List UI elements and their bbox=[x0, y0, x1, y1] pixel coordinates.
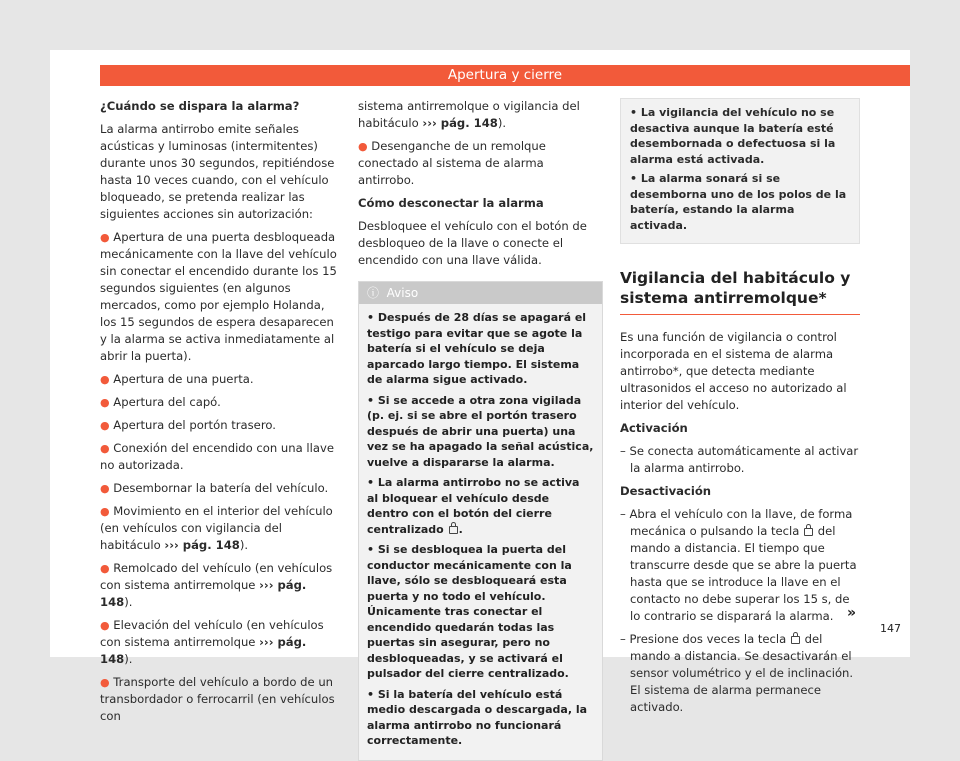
subsection-title: Cómo desconectar la alarma bbox=[358, 196, 544, 210]
page-link[interactable]: ››› pág. 148 bbox=[164, 538, 240, 552]
notice-item-text: La alarma sonará si se desemborna uno de los polos de la batería, estando la alarma activada. bbox=[630, 172, 847, 232]
lock-icon bbox=[449, 526, 458, 534]
title-divider bbox=[620, 314, 860, 315]
page-link[interactable]: ››› pág. 148 bbox=[100, 635, 307, 666]
chapter-header: Apertura y cierre bbox=[100, 65, 910, 86]
dash-item: – Presione dos veces la tecla del mando a distancia. Se desactivarán el sensor volumétrico y el de inclinación. El sistema de alarma permanece activado. bbox=[620, 632, 854, 714]
page-link[interactable]: ››› pág. 148 bbox=[422, 116, 498, 130]
bullet-icon: ● bbox=[100, 442, 110, 455]
list-item: ● Movimiento en el interior del vehículo (en vehículos con vigilancia del habitáculo ››› pág. 148). bbox=[100, 504, 333, 552]
notice-header bbox=[359, 282, 602, 304]
bullet-icon: ● bbox=[100, 419, 110, 432]
notice-item: • Si se desbloquea la puerta del conductor mecánicamente con la llave, sólo se desbloqueará esta puerta y no todo el vehículo. Únicamente tras conectar el encendido quedarán todas las puertas sin asegurar, pero no desbloqueadas, y se activará el pulsador del cierre centralizado. bbox=[367, 543, 572, 680]
list-item-text: Desembornar la batería del vehículo. bbox=[113, 481, 329, 495]
list-item-text: Conexión del encendido con una llave no autorizada. bbox=[100, 441, 334, 472]
dash-item-text: del mando a distancia. El tiempo que transcurre desde que se abre la puerta hasta que se introduce la llave en el contacto no debe superar los 15 s, de lo contrario se disparará la alarma. bbox=[630, 524, 857, 623]
notice-item-text: Después de 28 días se apagará el testigo para evitar que se agote la batería si el vehículo se deja aparcado largo tiempo. El sistema de alarma sigue activado. bbox=[367, 311, 587, 386]
column-1 bbox=[100, 98, 340, 731]
list-item bbox=[100, 674, 340, 725]
list-item bbox=[100, 440, 340, 474]
notice-item-text: Si la batería del vehículo está medio descargada o descargada, la alarma antirrobo no funcionará correctamente. bbox=[367, 687, 588, 747]
list-item bbox=[100, 229, 340, 365]
bullet-icon: ● bbox=[358, 140, 368, 153]
list-item-text: Remolcado del vehículo (en vehículos con sistema antirremolque bbox=[100, 561, 333, 592]
list-item-text: Desenganche de un remolque conectado al sistema de alarma antirrobo. bbox=[358, 139, 546, 187]
notice-item: • La alarma antirrobo no se activa al bloquear el vehículo desde dentro con el botón del cierre centralizado . bbox=[367, 476, 580, 536]
list-item-text: Apertura de una puerta desbloqueada mecánicamente con la llave del vehículo sin conectar el encendido durante los 15 segundos siguientes (en algunos mercados, como por ejemplo Holanda, los 15 segundos de espera desaparecen y la alarma se activa inmediatamente al abrir la puerta). bbox=[100, 230, 337, 363]
dash-item: – Se conecta automáticamente al activar la alarma antirrobo. bbox=[620, 444, 859, 475]
notice-item: • La vigilancia del vehículo no se desactiva aunque la batería esté desembornada o defectuosa si la alarma está activada. bbox=[630, 106, 836, 166]
notice-item-text: Si se accede a otra zona vigilada (p. ej. si se abre el portón trasero después de abrir una puerta) una vez se ha apagado la señal acústica, vuelve a dispararse la alarma. bbox=[367, 393, 594, 469]
continuation-paragraph: sistema antirremolque o vigilancia del habitáculo ››› pág. 148). bbox=[358, 99, 580, 130]
dash-item-text: del mando a distancia. Se desactivarán el sensor volumétrico y el de inclinación. El sistema de alarma permanece activado. bbox=[630, 632, 854, 714]
list-item bbox=[100, 480, 340, 497]
section-intro: Es una función de vigilancia o control incorporada en el sistema de alarma antirrobo*, que detecta mediante ultrasonidos el acceso no autorizado al interior del vehículo. bbox=[620, 330, 847, 412]
intro-paragraph: La alarma antirrobo emite señales acústicas y luminosas (intermitentes) durante unos 30 segundos, repitiéndose hasta 10 veces cuando, con el vehículo bloqueado, se pretenda realizar las siguientes acciones sin autorización: bbox=[100, 122, 335, 221]
activation-title: Activación bbox=[620, 421, 688, 435]
list-item bbox=[100, 371, 340, 388]
question-title: ¿Cuándo se dispara la alarma? bbox=[100, 99, 300, 113]
page-link[interactable]: ››› pág. 148 bbox=[100, 578, 307, 609]
continue-arrow-icon: » bbox=[847, 605, 857, 621]
bullet-icon: ● bbox=[100, 231, 110, 244]
lock-icon bbox=[791, 636, 800, 644]
bullet-icon: ● bbox=[100, 562, 110, 575]
continuation-text: sistema antirremolque o vigilancia del habitáculo bbox=[358, 99, 580, 130]
notice-item-text: La vigilancia del vehículo no se desactiva aunque la batería esté desembornada o defectuosa si la alarma está activada. bbox=[630, 106, 836, 166]
bullet-icon: ● bbox=[100, 505, 110, 518]
notice-body bbox=[359, 304, 602, 760]
notice-item: • Si se accede a otra zona vigilada (p. ej. si se abre el portón trasero después de abrir una puerta) una vez se ha apagado la señal acústica, vuelve a dispararse la alarma. bbox=[367, 393, 594, 469]
list-item-text: Transporte del vehículo a bordo de un transbordador o ferrocarril (en vehículos con bbox=[100, 675, 335, 723]
manual-page bbox=[50, 50, 910, 747]
deactivation-title: Desactivación bbox=[620, 484, 712, 498]
notice-box bbox=[358, 281, 603, 761]
column-3 bbox=[620, 98, 860, 722]
bullet-icon: ● bbox=[100, 619, 110, 632]
dash-item-text: Presione dos veces la tecla bbox=[629, 632, 787, 646]
list-item-text: Elevación del vehículo (en vehículos con sistema antirremolque bbox=[100, 618, 324, 649]
list-item-text: Apertura del capó. bbox=[113, 395, 221, 409]
bullet-icon: ● bbox=[100, 676, 110, 689]
dash-item: – Abra el vehículo con la llave, de forma mecánica o pulsando la tecla del mando a distancia. El tiempo que transcurre desde que se abre la puerta hasta que se introduce la llave en el contacto no debe superar los 15 s, de lo contrario se disparará la alarma. bbox=[620, 507, 857, 623]
notice-item: • Después de 28 días se apagará el testigo para evitar que se agote la batería si el vehículo se deja aparcado largo tiempo. El sistema de alarma sigue activado. bbox=[367, 311, 587, 386]
dash-item-text: Se conecta automáticamente al activar la alarma antirrobo. bbox=[629, 444, 859, 475]
paragraph: Desbloquee el vehículo con el botón de desbloqueo de la llave o conecte el encendido con una llave válida. bbox=[358, 219, 587, 267]
list-item-text: Movimiento en el interior del vehículo (en vehículos con vigilancia del habitáculo bbox=[100, 504, 333, 552]
list-item-text: Apertura del portón trasero. bbox=[113, 418, 276, 432]
notice-item: • Si la batería del vehículo está medio descargada o descargada, la alarma antirrobo no funcionará correctamente. bbox=[367, 687, 588, 747]
list-item: ● Remolcado del vehículo (en vehículos con sistema antirremolque ››› pág. 148). bbox=[100, 561, 333, 609]
page-number: 147 bbox=[880, 622, 901, 635]
list-item: ● Elevación del vehículo (en vehículos con sistema antirremolque ››› pág. 148). bbox=[100, 618, 324, 666]
lock-open-icon bbox=[804, 528, 813, 536]
notice-item: • La alarma sonará si se desemborna uno de los polos de la batería, estando la alarma activada. bbox=[630, 172, 847, 232]
column-2 bbox=[358, 98, 603, 761]
notice-title: Aviso bbox=[386, 286, 419, 300]
dash-item-text: Abra el vehículo con la llave, de forma mecánica o pulsando la tecla bbox=[629, 507, 853, 538]
bullet-icon: ● bbox=[100, 482, 110, 495]
list-item bbox=[358, 138, 603, 189]
section-title: Vigilancia del habitáculo y sistema antirremolque* bbox=[620, 269, 851, 307]
list-item bbox=[100, 394, 340, 411]
info-icon: ⓘ bbox=[367, 286, 380, 300]
bullet-icon: ● bbox=[100, 373, 110, 386]
list-item-text: Apertura de una puerta. bbox=[113, 372, 254, 386]
notice-item-text: Si se desbloquea la puerta del conductor mecánicamente con la llave, sólo se desbloqueará esta puerta y no todo el vehículo. Únicamente tras conectar el encendido quedarán todas las puertas sin asegurar, pero no desbloqueadas, y se activará el pulsador del cierre centralizado. bbox=[367, 543, 572, 680]
notice-item-text: La alarma antirrobo no se activa al bloquear el vehículo desde dentro con el botón del cierre centralizado bbox=[367, 476, 580, 536]
bullet-icon: ● bbox=[100, 396, 110, 409]
list-item bbox=[100, 417, 340, 434]
notice-box-continued bbox=[620, 98, 860, 244]
